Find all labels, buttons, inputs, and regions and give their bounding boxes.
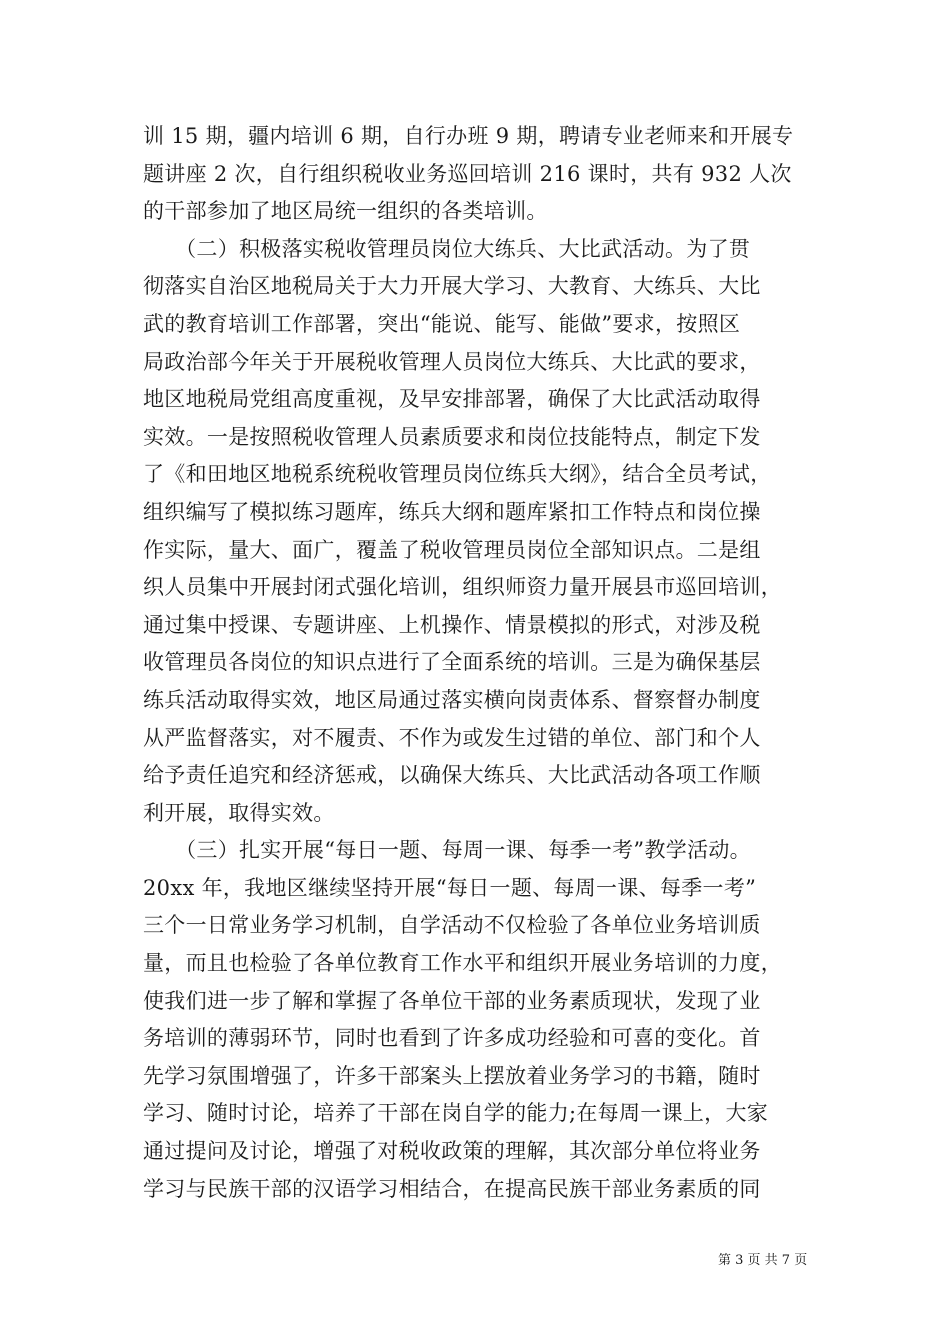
text-line: 局政治部今年关于开展税收管理人员岗位大练兵、大比武的要求， <box>143 349 761 374</box>
text-line: 通过集中授课、专题讲座、上机操作、情景模拟的形式，对涉及税 <box>143 612 761 637</box>
text-line: 练兵活动取得实效，地区局通过落实横向岗责体系、督察督办制度 <box>143 687 761 712</box>
text-line: （三）扎实开展“每日一题、每周一课、每季一考”教学活动。 <box>143 838 751 863</box>
text-line: 实效。一是按照税收管理人员素质要求和岗位技能特点，制定下发 <box>143 424 761 449</box>
text-line: 了《和田地区地税系统税收管理员岗位练兵大纲》，结合全员考试， <box>143 462 772 487</box>
page-number-footer: 第 3 页 共 7 页 <box>718 1253 808 1268</box>
text-line: 织人员集中开展封闭式强化培训，组织师资力量开展县市巡回培训， <box>143 575 782 600</box>
text-line: 武的教育培训工作部署，突出“能说、能写、能做”要求，按照区 <box>143 311 741 336</box>
text-line: 训 15 期，疆内培训 6 期，自行办班 9 期，聘请专业老师来和开展专 <box>143 124 794 148</box>
text-line: 量，而且也检验了各单位教育工作水平和组织开展业务培训的力度， <box>143 951 782 976</box>
text-line: 使我们进一步了解和掌握了各单位干部的业务素质现状，发现了业 <box>143 988 761 1013</box>
body-text <box>143 118 808 1208</box>
text-line: （二）积极落实税收管理员岗位大练兵、大比武活动。为了贯 <box>143 236 751 261</box>
text-line: 务培训的薄弱环节，同时也看到了许多成功经验和可喜的变化。首 <box>143 1026 761 1051</box>
text-line: 学习、随时讨论，培养了干部在岗自学的能力;在每周一课上，大家 <box>143 1101 769 1126</box>
text-line: 20xx 年，我地区继续坚持开展“每日一题、每周一课、每季一考” <box>143 875 757 900</box>
text-line: 给予责任追究和经济惩戒，以确保大练兵、大比武活动各项工作顺 <box>143 763 761 788</box>
text-line: 的干部参加了地区局统一组织的各类培训。 <box>143 199 548 224</box>
text-line: 题讲座 2 次，自行组织税收业务巡回培训 216 课时，共有 932 人次 <box>143 161 792 186</box>
text-line: 先学习氛围增强了，许多干部案头上摆放着业务学习的书籍，随时 <box>143 1063 761 1088</box>
text-line: 收管理员各岗位的知识点进行了全面系统的培训。三是为确保基层 <box>143 650 761 675</box>
text-line: 学习与民族干部的汉语学习相结合，在提高民族干部业务素质的同 <box>143 1176 761 1201</box>
text-line: 作实际，量大、面广，覆盖了税收管理员岗位全部知识点。二是组 <box>143 537 761 562</box>
text-line: 利开展，取得实效。 <box>143 800 335 825</box>
text-line: 彻落实自治区地税局关于大力开展大学习、大教育、大练兵、大比 <box>143 274 761 299</box>
text-line: 从严监督落实，对不履责、不作为或发生过错的单位、部门和个人 <box>143 725 761 750</box>
text-line: 三个一日常业务学习机制，自学活动不仅检验了各单位业务培训质 <box>143 913 761 938</box>
text-line: 地区地税局党组高度重视，及早安排部署，确保了大比武活动取得 <box>143 387 761 412</box>
text-line: 组织编写了模拟练习题库，练兵大纲和题库紧扣工作特点和岗位操 <box>143 499 761 524</box>
text-line: 通过提问及讨论，增强了对税收政策的理解，其次部分单位将业务 <box>143 1139 761 1164</box>
